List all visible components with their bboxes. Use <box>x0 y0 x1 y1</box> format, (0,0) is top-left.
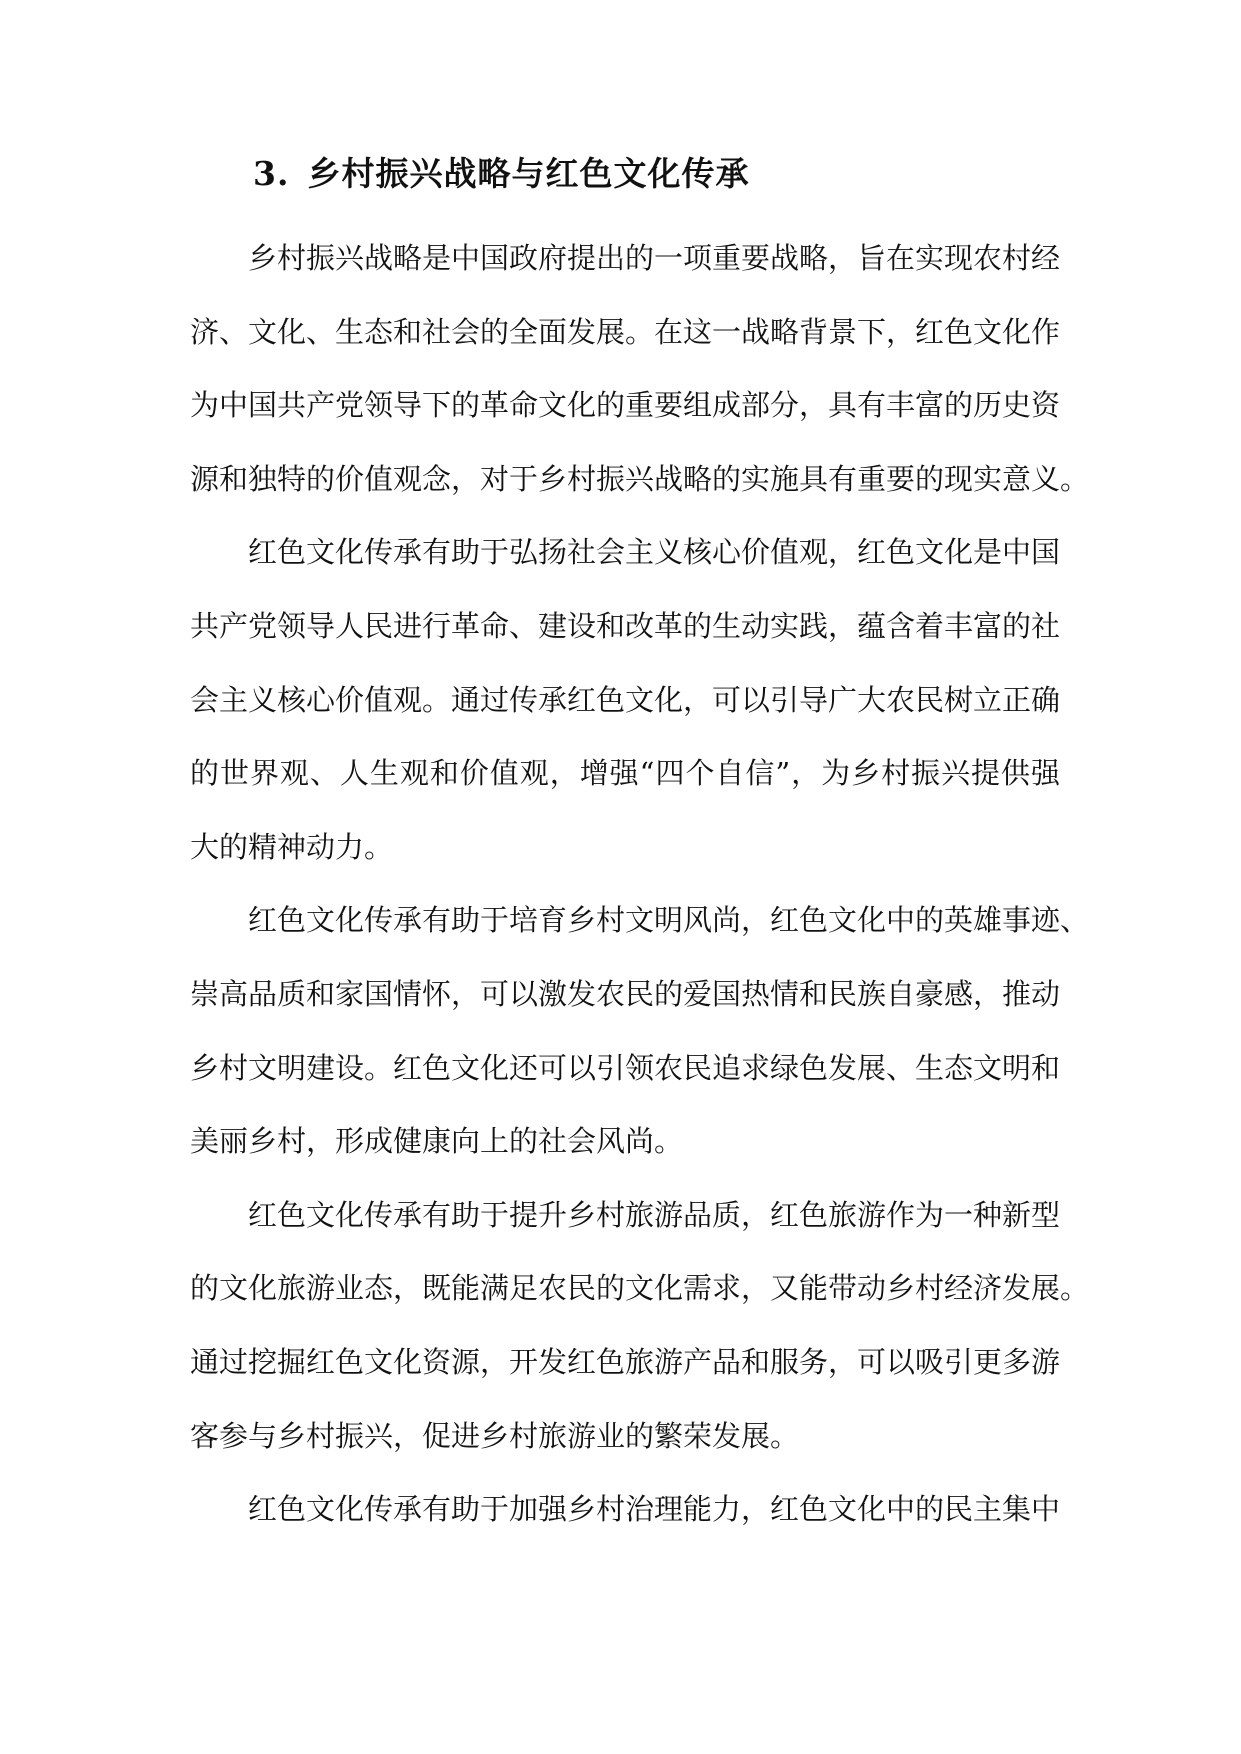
paragraph-civilization <box>190 884 1090 1178</box>
paragraph-line: 会主义核心价值观。通过传承红色文化，可以引导广大农民树立正确 <box>190 682 1061 717</box>
paragraph-line: 共产党领导人民进行革命、建设和改革的生动实践，蕴含着丰富的社 <box>190 608 1061 643</box>
paragraph-line: 红色文化传承有助于弘扬社会主义核心价值观，红色文化是中国 <box>248 535 1061 570</box>
paragraph-line: 源和独特的价值观念，对于乡村振兴战略的实施具有重要的现实意义。 <box>190 461 1090 496</box>
paragraph-line: 通过挖掘红色文化资源，开发红色旅游产品和服务，可以吸引更多游 <box>190 1344 1061 1379</box>
paragraph-line: 乡村振兴战略是中国政府提出的一项重要战略，旨在实现农村经 <box>248 241 1061 275</box>
paragraph-governance <box>190 1473 1060 1547</box>
document-body <box>190 222 1090 1547</box>
paragraph-line: 大的精神动力。 <box>190 829 394 864</box>
paragraph-line: 的文化旅游业态，既能满足农民的文化需求，又能带动乡村经济发展。 <box>190 1271 1090 1306</box>
paragraph-line: 崇高品质和家国情怀，可以激发农民的爱国热情和民族自豪感，推动 <box>190 976 1061 1011</box>
section-number: 3. <box>253 154 290 193</box>
paragraph-tourism <box>190 1179 1090 1473</box>
paragraph-line: 客参与乡村振兴，促进乡村旅游业的繁荣发展。 <box>190 1418 800 1453</box>
paragraph-line: 济、文化、生态和社会的全面发展。在这一战略背景下，红色文化作 <box>190 314 1061 349</box>
paragraph-line: 乡村文明建设。红色文化还可以引领农民追求绿色发展、生态文明和 <box>190 1050 1061 1085</box>
paragraph-core-values <box>190 516 1060 884</box>
paragraph-rural-revitalization-strategy <box>190 222 1090 516</box>
section-title: 乡村振兴战略与红色文化传承 <box>307 154 750 193</box>
paragraph-line: 美丽乡村，形成健康向上的社会风尚。 <box>190 1124 684 1159</box>
paragraph-line: 红色文化传承有助于培育乡村文明风尚，红色文化中的英雄事迹、 <box>248 903 1090 938</box>
paragraph-line: 红色文化传承有助于加强乡村治理能力，红色文化中的民主集中 <box>248 1492 1061 1527</box>
paragraph-line: 为中国共产党领导下的革命文化的重要组成部分，具有丰富的历史资 <box>190 388 1061 423</box>
section-heading <box>253 150 749 198</box>
paragraph-line: 红色文化传承有助于提升乡村旅游品质，红色旅游作为一种新型 <box>248 1197 1061 1232</box>
paragraph-line: 的世界观、人生观和价值观，增强“四个自信”，为乡村振兴提供强 <box>190 756 1060 791</box>
